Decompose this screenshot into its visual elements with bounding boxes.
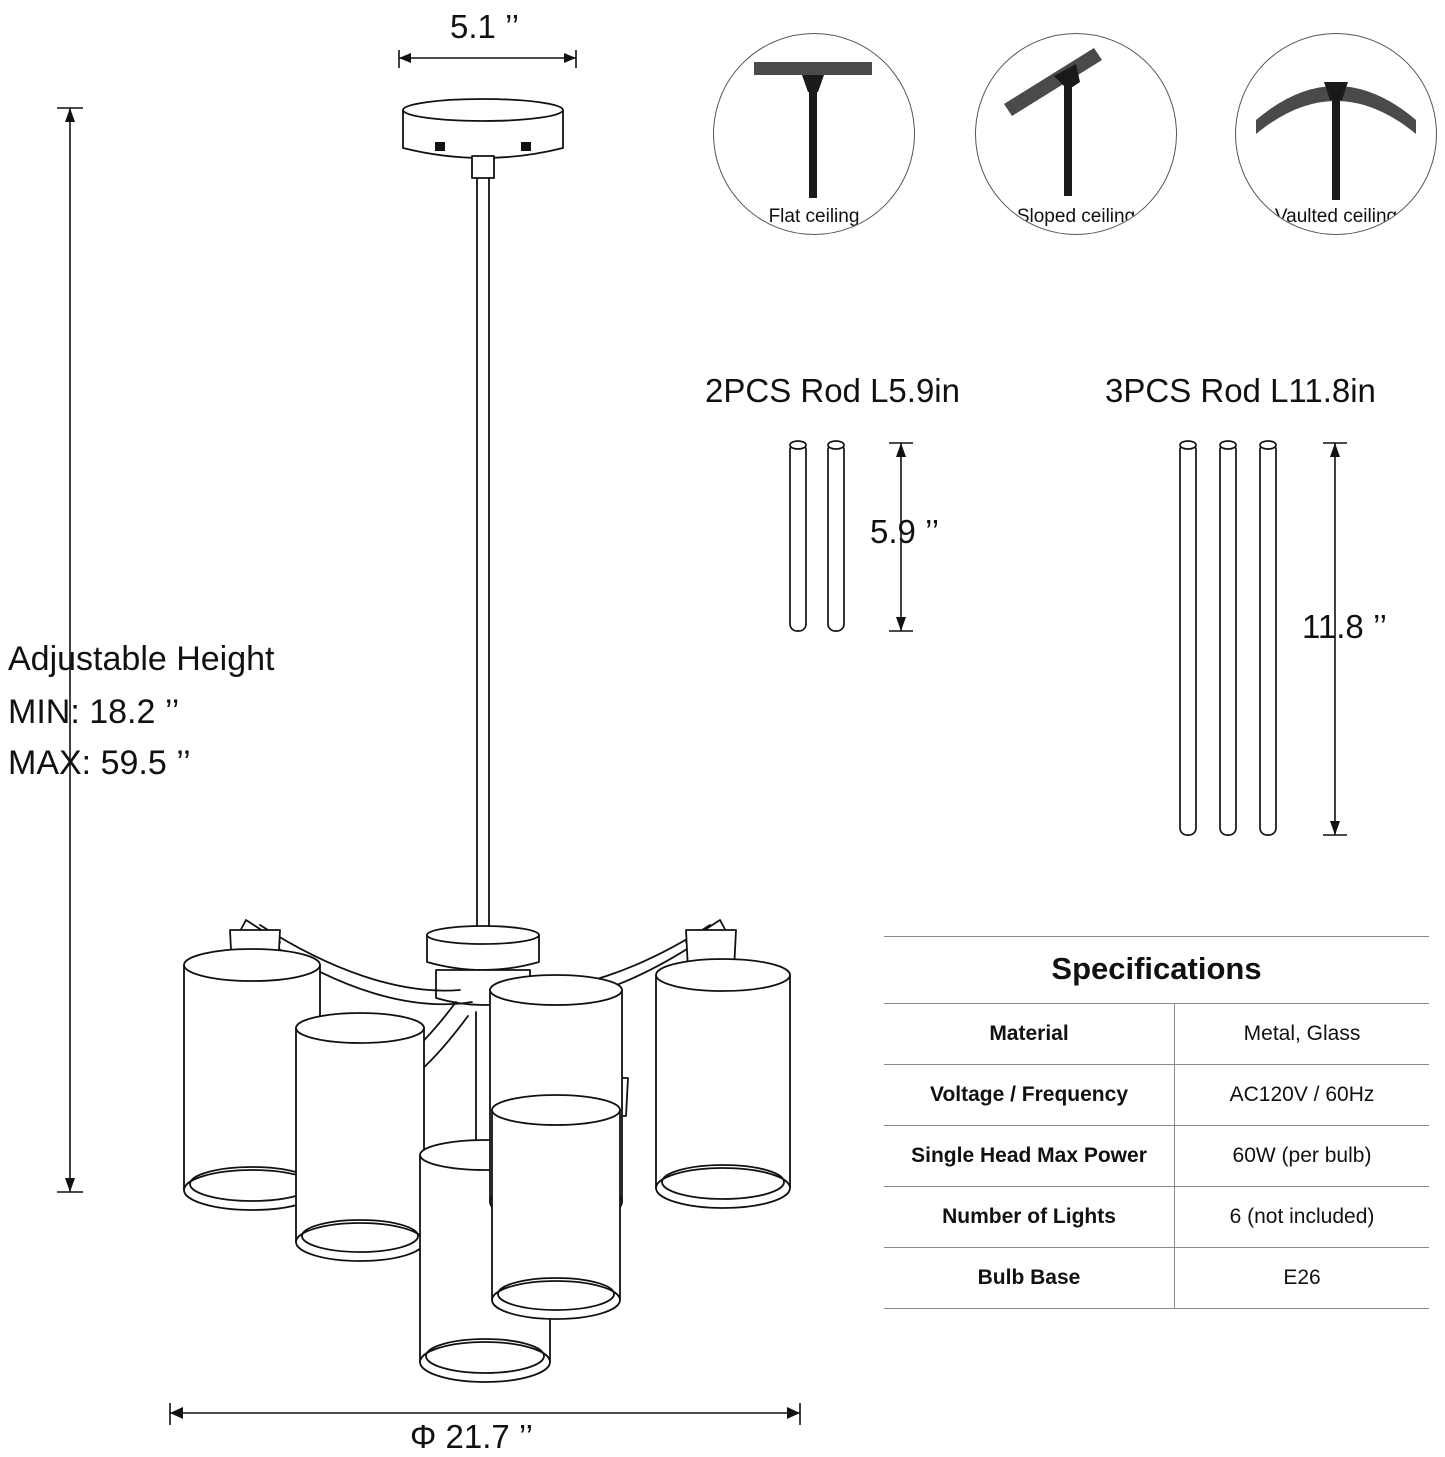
ceiling-type-sloped <box>975 33 1177 235</box>
adjustable-height-max: MAX: 59.5 ’’ <box>8 744 191 782</box>
ceiling-type-vaulted <box>1235 33 1437 235</box>
vaulted-ceiling-icon <box>1236 34 1436 234</box>
canopy-width-dimension <box>395 8 580 70</box>
rod-group-long-title: 3PCS Rod L11.8in <box>1105 372 1376 409</box>
sloped-ceiling-caption: Sloped ceiling <box>1016 206 1136 227</box>
specifications-title: Specifications <box>884 936 1429 1004</box>
spec-value: E26 <box>1175 1248 1430 1309</box>
long-rod-length-label: 11.8 ’’ <box>1302 608 1388 645</box>
ceiling-type-flat <box>713 33 915 235</box>
spec-value: AC120V / 60Hz <box>1175 1065 1430 1126</box>
short-rod-dimension <box>870 435 940 640</box>
long-rods-icon <box>1172 435 1302 845</box>
rod-group-long-drawing <box>1172 435 1302 845</box>
diameter-label: Φ 21.7 ’’ <box>410 1418 533 1455</box>
sloped-ceiling-icon <box>976 34 1176 234</box>
flat-ceiling-caption: Flat ceiling <box>768 206 860 227</box>
short-rod-length-label: 5.9 ’’ <box>870 513 940 550</box>
canopy-width-label: 5.1 ’’ <box>450 8 520 45</box>
table-row <box>884 1065 1429 1126</box>
rod-group-short-title: 2PCS Rod L5.9in <box>705 372 960 409</box>
spec-value: 6 (not included) <box>1175 1187 1430 1248</box>
spec-key: Material <box>884 1004 1175 1065</box>
vaulted-ceiling-caption: Vaulted ceiling <box>1274 206 1398 227</box>
long-rod-dimension <box>1302 435 1388 845</box>
spec-value: Metal, Glass <box>1175 1004 1430 1065</box>
spec-key: Bulb Base <box>884 1248 1175 1309</box>
adjustable-height-text <box>8 640 275 783</box>
spec-key: Single Head Max Power <box>884 1126 1175 1187</box>
spec-key: Voltage / Frequency <box>884 1065 1175 1126</box>
adjustable-height-title: Adjustable Height <box>8 640 275 678</box>
spec-key: Number of Lights <box>884 1187 1175 1248</box>
table-row <box>884 1187 1429 1248</box>
table-row <box>884 1126 1429 1187</box>
diameter-dimension <box>165 1400 805 1455</box>
rod-group-short-drawing <box>780 435 870 640</box>
specifications-table <box>884 936 1429 1309</box>
flat-ceiling-icon <box>714 34 914 234</box>
spec-value: 60W (per bulb) <box>1175 1126 1430 1187</box>
table-row <box>884 1004 1429 1065</box>
table-row <box>884 1248 1429 1309</box>
short-rods-icon <box>780 435 870 640</box>
canopy-width-arrow <box>395 46 580 70</box>
adjustable-height-min: MIN: 18.2 ’’ <box>8 693 180 731</box>
